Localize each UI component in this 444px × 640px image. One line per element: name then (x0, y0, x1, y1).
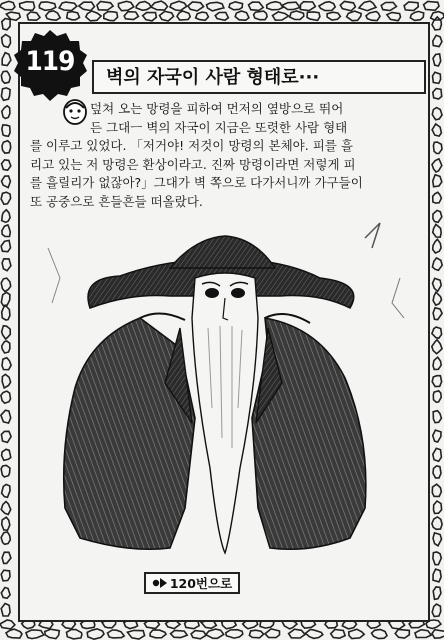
story-text (30, 100, 420, 211)
section-number: 119 (25, 46, 75, 77)
story-line: 를 이루고 있었다. 「저거야! 저것이 망령의 본체야. 피를 흘 (30, 138, 353, 153)
story-line: 또 공중으로 흔들흔들 떠올랐다. (30, 193, 203, 209)
story-line: 리고 있는 저 망령은 환상이라고. 진짜 망령이라면 저렇게 피 (30, 156, 356, 172)
goto-section-button[interactable] (144, 572, 240, 594)
story-line: 덮쳐 오는 망령을 피하여 먼저의 옆방으로 뛰어 (90, 101, 344, 116)
story-line: 를 흘릴리가 없잖아?」그대가 벽 쪽으로 다가서니까 가구들이 (30, 175, 363, 190)
story-line: 든 그대ㅡ 벽의 자국이 지금은 또렷한 사람 형태 (90, 119, 348, 135)
ghost-figure-illustration (20, 208, 424, 568)
goto-section-label: 120번으로 (169, 576, 233, 591)
section-title: 벽의 자국이 사람 형태로··· (106, 67, 320, 88)
section-badge (12, 28, 88, 104)
bullet-arrow-icon (152, 577, 168, 589)
